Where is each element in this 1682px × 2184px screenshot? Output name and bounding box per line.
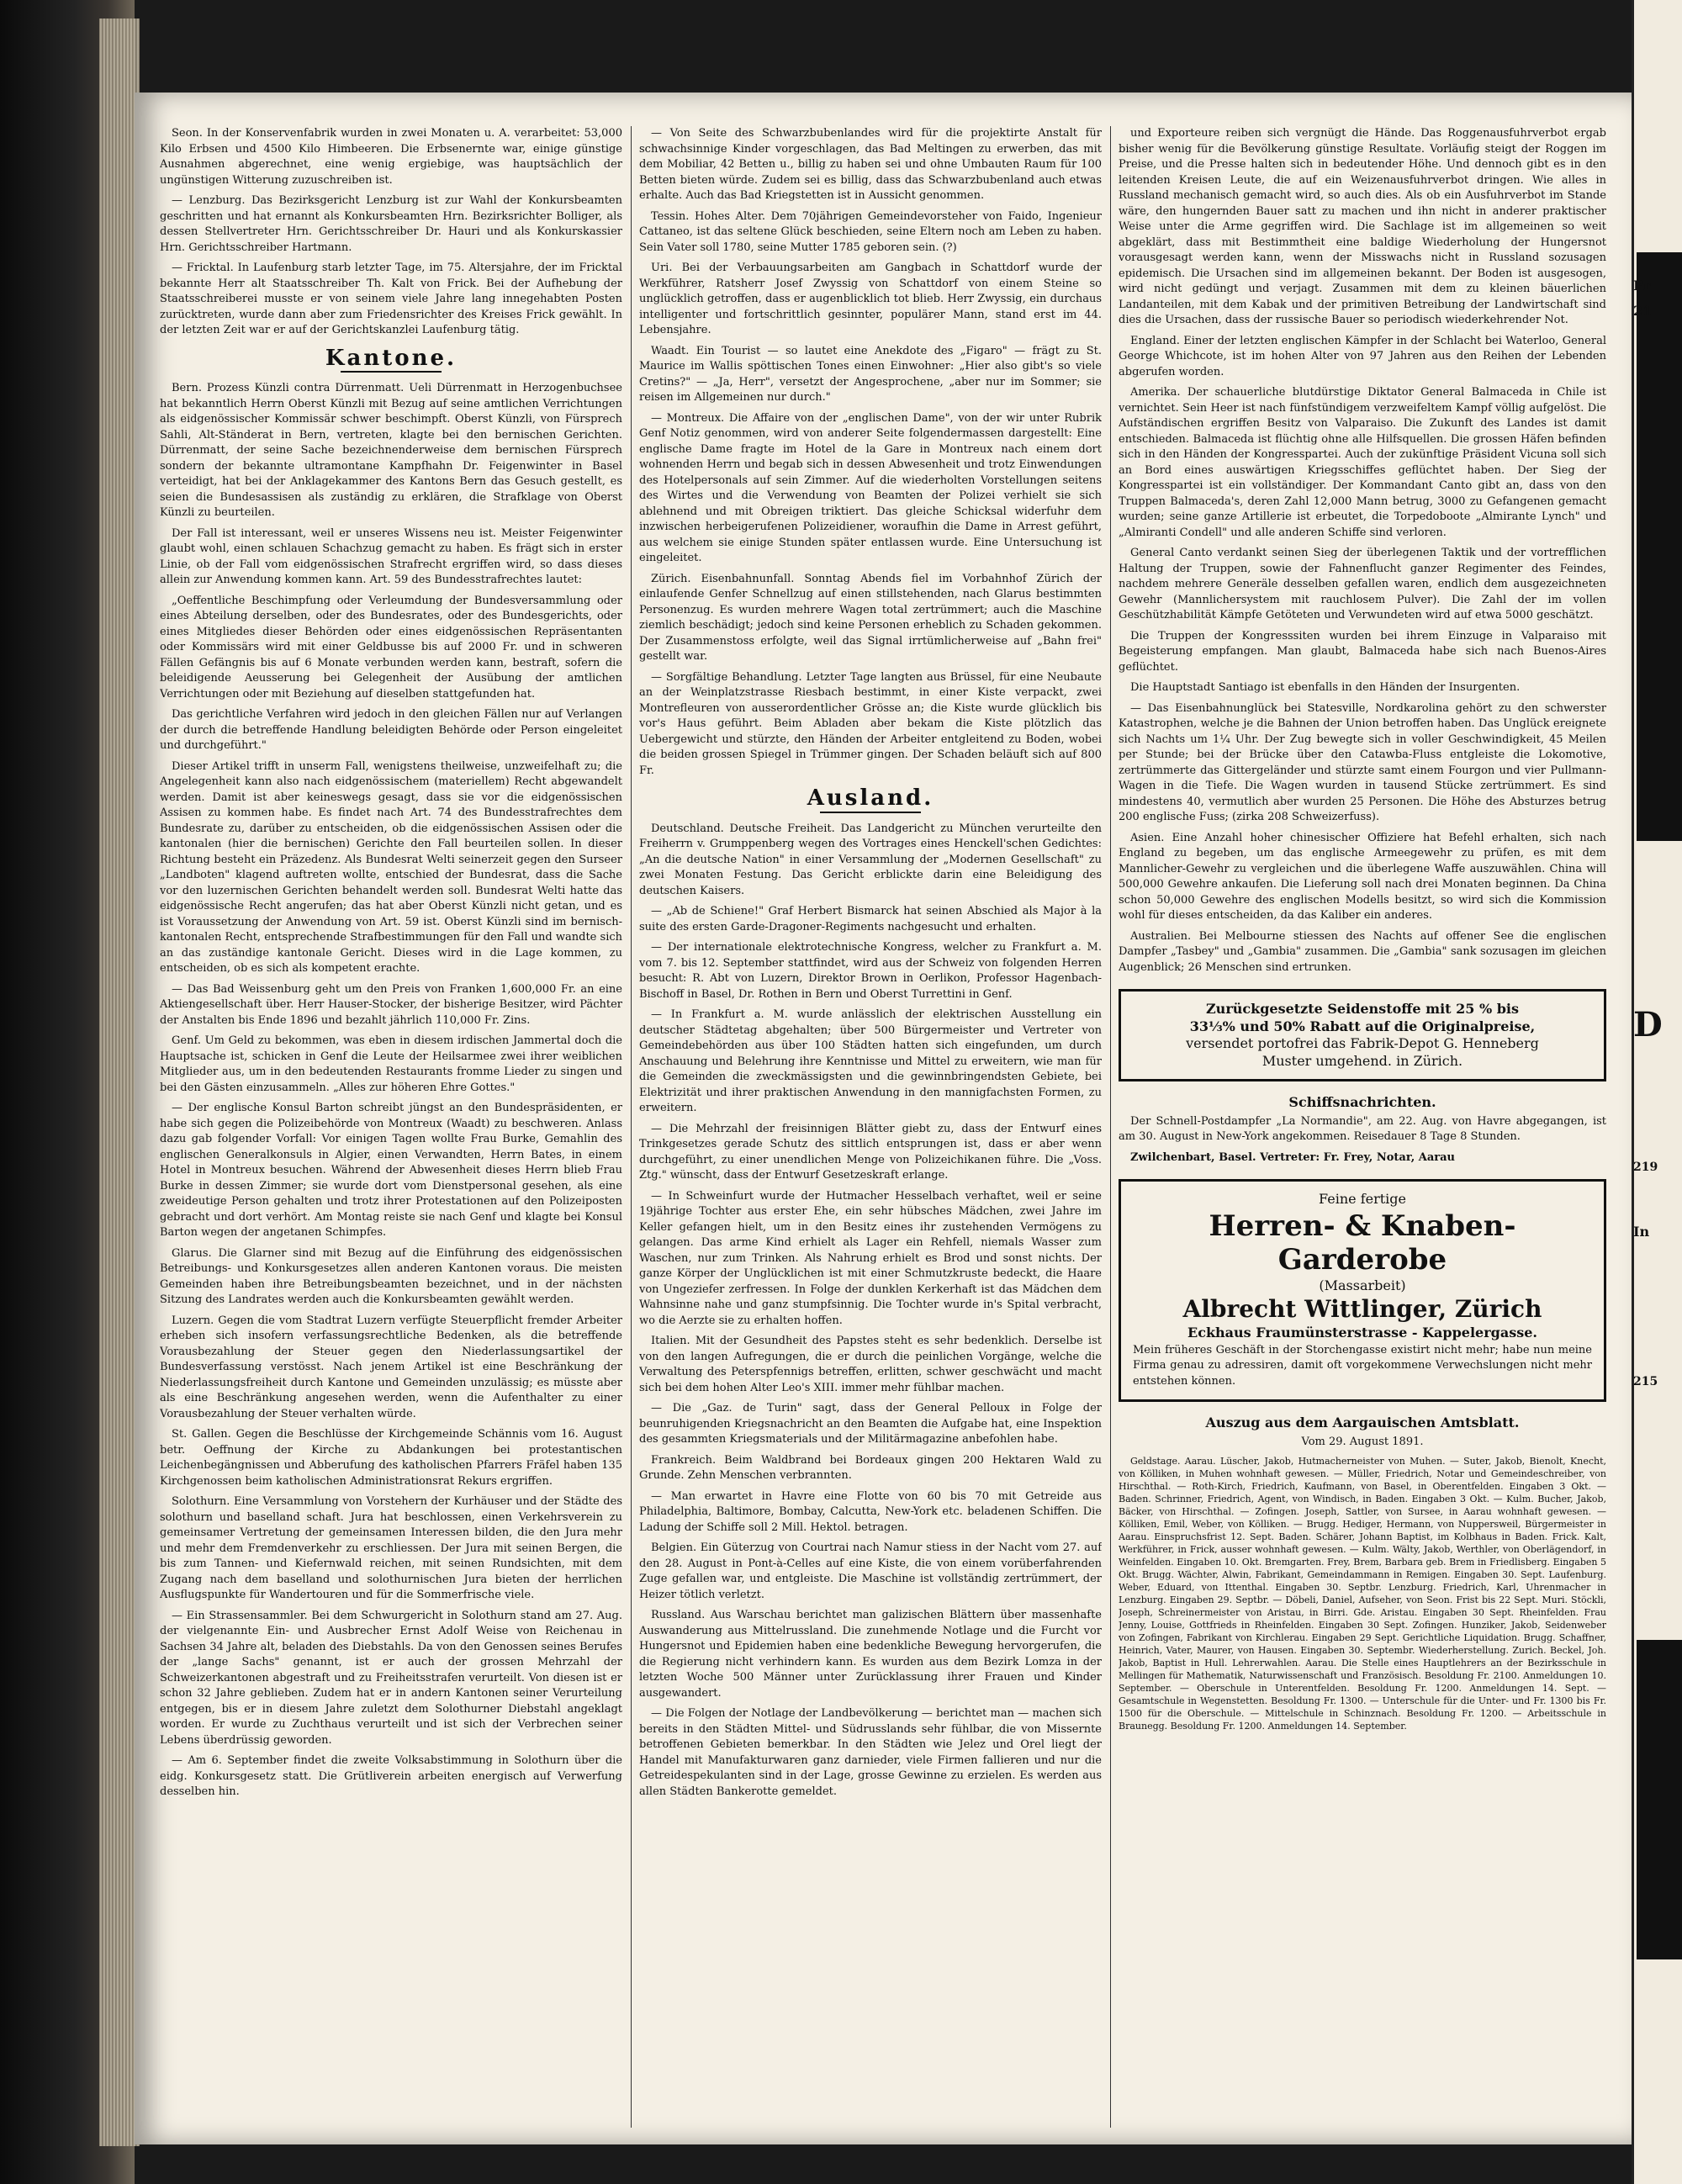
shipping-heading: Schiffsnachrichten.: [1288, 1094, 1436, 1110]
article-glarus: Glarus. Die Glarner sind mit Bezug auf die Einführung des eidgenössischen Betreibungs- und Konkursgesetzes allen anderen Kantonen voraus. Die meisten Gemeinden haben ihre Betreibungsbeamten bezeichnet, und in der nächsten Sitzung des Landrates werden auch die Konkursbeamten gewählt werden.: [160, 1246, 622, 1306]
article-amerika-2: General Canto verdankt seinen Sieg der überlegenen Taktik und der vortrefflichen Haltung der Truppen, sowie der Fahnenflucht ganzer Regimenter des Feindes, nachdem mehrere Generäle desselben gefallen waren, endlich dem ausgezeichneten Gewehr (Mannlichersystem mit rauchlosem Pulver). Die Zahl der im vollen Geschützhabilität Kämpfe Getöteten und Verwundeten wird auf etwa 5000 geschätzt.: [1119, 547, 1606, 621]
article-eisenbahnunglueck: — Das Eisenbahnunglück bei Statesville, Nordkarolina gehört zu den schwerster Katastrophen, welche je die Bahnen der Union betroffen haben. Das Unglück ereignete sich Nachts um 1¼ Uhr. Der Zug bewegte sich in voller Geschwindigkeit, 45 Meilen per Stunde; bei der Brücke über den Catawba-Fluss entgleiste die Lokomotive, zertrümmerte das Gittergeländer und stürzte samt einem Fourgon und vier Pullmann-Wagen in die Tiefe. Die Wagen wurden in tausend Stücke zertrümmert. Es sind mindestens 40, vermutlich aber wurden 25 Personen. Die Höhe des Absturzes betrug 200 englische Fuss; (zirka 208 Schweizerfuss).: [1119, 701, 1606, 823]
article-bismarck: — „Ab de Schiene!" Graf Herbert Bismarck hat seinen Abschied als Major à la suite des ersten Garde-Dragoner-Regiments nachgesucht und erhalten.: [639, 905, 1102, 933]
ad-line: Feine fertige: [1319, 1191, 1406, 1207]
article-schweinfurt: — In Schweinfurt wurde der Hutmacher Hesselbach verhaftet, weil er seine 19jährige Tochter aus erster Ehe, ein sehr hübsches Mädchen, zwei Jahre im Keller gefangen hielt, um in den Besitz eines ihr zustehenden Vermögens zu gelangen. Das arme Kind erhielt als Lager ein Rehfell, niemals Wasser zum Waschen, nur zum Trinken. Als Nahrung erhielt es Brod und sonst nichts. Der ganze Körper der Unglücklichen ist mit einer Schmutzkruste bedeckt, die Haare von Ungeziefer zerfressen. In Folge der dunklen Kerkerhaft ist das Mädchen dem Wahnsinne nahe und ganz stumpfsinnig. Die Tochter wurde in's Spital verbracht, wo die Aerzte sie zu erhalten hoffen.: [639, 1189, 1102, 1327]
section-heading-kantone: [160, 345, 622, 373]
article-frankfurt: — In Frankfurt a. M. wurde anlässlich der elektrischen Ausstellung ein deutscher Städtetag abgehalten; über 500 Bürgermeister und Vertreter von Gemeindebehörden aus über 100 Städten hatten sich eingefunden, um durch Anschauung und Belehrung ihre Kenntnisse und Mittel zu erweitern, wie man für die Gemeinden die zweckmässigsten und die gewinnbringendsten Gebiete, bei Elektrizität und ihrer praktischen Anwendung in den mannigfachsten Formen, zu erweitern.: [639, 1008, 1102, 1114]
article-fricktal: — Fricktal. In Laufenburg starb letzter Tage, im 75. Altersjahre, der im Fricktal bekannte Herr alt Staatsschreiber Th. Kalt von Frick. Bei der Aufhebung der Staatsschreiberei musste er von seinem viele Jahre lang innegehabten Posten zurücktreten, wurde dann aber zum Friedensrichter des Kreises Frick gewählt. In der letzten Zeit war er auf der Gerichtskanzlei Laufenburg tätig.: [160, 262, 622, 336]
adjacent-page-ink: [1637, 1640, 1682, 1959]
article-tessin: Tessin. Hohes Alter. Dem 70jährigen Gemeindevorsteher von Faido, Ingenieur Cattaneo, ist das seltene Glück beschieden, seine Eltern noch am Leben zu haben. Sein Vater soll 1780, seine Mutter 1785 geboren sein. (?): [639, 209, 1102, 254]
advert-garderobe: [1119, 1179, 1606, 1402]
shipping-text: Der Schnell-Postdampfer „La Normandie", am 22. Aug. von Havre abgegangen, ist am 30. August in New-York angekommen. Reisedauer 8 Tage 8 Stunden.: [1119, 1114, 1606, 1143]
article-uri: Uri. Bei der Verbauungsarbeiten am Gangbach in Schattdorf wurde der Werkführer, Ratsherr Josef Zwyssig von Schattdorf von einem Steine so unglücklich getroffen, dass er augenblicklich tot blieb. Herr Zwyssig, ein durchaus intelligenter und fortschrittlich gesinnter, populärer Mann, stand erst im 44. Lebensjahre.: [639, 262, 1102, 336]
article-solothurn-2: — Ein Strassensammler. Bei dem Schwurgericht in Solothurn stand am 27. Aug. der vielgenannte Ein- und Ausbrecher Ernst Adolf Weise von Reichenau in Sachsen 34 Jahre alt, beladen des Diebstahls. Da von den Genossen seines Berufes der „lange Sachs" genannt, ist er auch der grossen Mehrzahl der Schweizerkantonen abgestraft und zu Freiheitsstrafen verurteilt. Von diesen ist er schon 32 Jahre geblieben. Zudem hat er in andern Kantonen seiner Verurteilung entgegen, bis er in diesem Jahre zuletzt dem Solothurner Diebstahl angeklagt worden. Er wurde zu Zuchthaus verurteilt und ist sich der Verbrechen seiner Lebens überdrüssig geworden.: [160, 1609, 622, 1747]
article-amerika: Amerika. Der schauerliche blutdürstige Diktator General Balmaceda in Chile ist vernichtet. Sein Heer ist nach fünfstündigem verzweifeltem Kampf völlig aufgelöst. Die Aufständischen ergriffen Besitz von Valparaiso. Die Zukunft des Landes ist damit entschieden. Balmaceda ist flüchtig ohne alle Hilfsquellen. Die grossen Häfen befinden sich in den Händen der Kongresspartei. Auch der zukünftige Präsident Vicuna soll sich an Bord eines auswärtigen Kriegsschiffes geflüchtet haben. Der Sieg der Kongresspartei ist ein vollständiger. Der Kommandant Canto gibt an, dass von den Truppen Balmaceda's, deren Zahl 12,000 Mann betrug, 3000 zu Gefangenen gemacht wurden; seine ganze Artillerie ist erbeutet, die Torpedoboote „Almirante Lynch" und „Almiranti Condell" und alle anderen Schiffe sind verloren.: [1119, 386, 1606, 539]
ad-title: Herren- & Knaben-Garderobe: [1209, 1208, 1516, 1277]
article-amerika-4: Die Hauptstadt Santiago ist ebenfalls in den Händen der Insurgenten.: [1130, 681, 1521, 694]
article-russland-cont: und Exporteure reiben sich vergnügt die Hände. Das Roggenausfuhrverbot ergab bisher wenig für die Bevölkerung günstige Resultate. Vorläufig steigt der Roggen im Preise, und die Presse halten sich in bedeutender Höhe. Und dennoch gibt es in den leitenden Kreisen Leute, die auf ein Weizenausfuhrverbot dringen. Wie alles in Russland mechanisch gemacht wird, so auch dies. Als ob ein Ausfuhrverbot im Stande wäre, den hungernden Bauer satt zu machen und ihn nicht in anderer praktischer Weise unter die Arme gegriffen wird. Die Sachlage ist im allgemeinen so weit abgeklärt, dass mit Bestimmtheit eine baldige Wiederholung der Hungersnot vorausgesagt werden kann, wenn der Misswachs nicht in Russland sozusagen epidemisch. Die Ursachen sind im allgemeinen bekannt. Der Boden ist ausgesogen, wird nicht gedüngt und verjagt. Zusammen mit dem zu kleinen bäuerlichen Landanteilen, mit dem Kabak und der primitiven Betreibung der Landwirtschaft sind dies die Ursachen, dass der russische Bauer so periodisch wiederkehrender Not.: [1119, 127, 1606, 326]
article-russland: Russland. Aus Warschau berichtet man galizischen Blättern über massenhafte Auswanderung aus Mittelrussland. Die zunehmende Notlage und die Furcht vor Hungersnot und Epidemien haben eine bedenkliche Bewegung hervorgerufen, die die Regierung nicht verhindern kann. Es wurden aus dem Bezirk Lomza in der letzten Woche 500 Männer unter Zurücklassung ihrer Frauen und Kinder ausgewandert.: [639, 1609, 1102, 1700]
article-russland-2: — Die Folgen der Notlage der Landbevölkerung — berichtet man — machen sich bereits in den Städten Mittel- und Südrusslands sehr fühlbar, die von Missernte betroffenen Gebieten bemerkbar. In den Städten wie Jelez und Orel liegt der Handel mit Manufakturwaren ganz darnieder, viele Firmen fallieren und nur die Getreidespekulanten sind in der Lage, grosse Gewinne zu erzielen. Es werden aus allen Städten Bankerotte gemeldet.: [639, 1707, 1102, 1798]
adjacent-page-fragment: 21: [1633, 303, 1653, 319]
ad-notice: Mein früheres Geschäft in der Storchengasse existirt nicht mehr; habe nun meine Firma genau zu adressiren, damit oft vorgekommene Verwechslungen nicht mehr entstehen können.: [1133, 1343, 1592, 1388]
heading-rule: [820, 812, 921, 813]
ad-line: (Massarbeit): [1319, 1277, 1406, 1293]
shipping-agent: Zwilchenbart, Basel. Vertreter: Fr. Frey, Notar, Aarau: [1130, 1150, 1456, 1164]
article-asien: Asien. Eine Anzahl hoher chinesischer Offiziere hat Befehl erhalten, sich nach England zu begeben, um das englische Armeegewehr zu prüfen, es mit dem Mannlicher-Gewehr zu vergleichen und die überlegene Waffe auszuwählen. China will 500,000 Gewehre ankaufen. Die Lieferung soll nach drei Monaten beginnen. Da China schon 50,000 Gewehre des englischen Modells besitzt, so wird sich die Kommission wohl für dieses entscheiden, da das Kaliber ein anderes.: [1119, 831, 1606, 922]
article-zuerich-2: — Sorgfältige Behandlung. Letzter Tage langten aus Brüssel, für eine Neubaute an der Weinplatzstrasse Riesbach bestimmt, in einer Kiste verpackt, zwei Montrefleuren von ausserordentlicher Grösse an; die Kiste wurde glücklich bis vor's Haus geführt. Beim Abladen aber bekam die Kiste plötzlich das Uebergewicht und stürzte, den Händen der Arbeiter entgleitend zu Boden, wobei die beiden grossen Spiegel in Trümmer gingen. Der Schaden beläuft sich auf 800 Fr.: [639, 670, 1102, 777]
article-genf-2: — Der englische Konsul Barton schreibt jüngst an den Bundespräsidenten, er habe sich gegen die Polizeibehörde von Montreux (Waadt) zu beschweren. Anlass dazu gab folgender Vorfall: Vor einigen Tagen wollte Frau Burke, Gemahlin des englischen Generalkonsuls in Algier, einen Verwandten, Herrn Bates, in einem Hotel in Montreux besuchen. Während der Abwesenheit dieses Herrn blieb Frau Burke in dessen Zimmer; sie wurde dort vom Dienstpersonal gesehen, als eine zweideutige Person gehalten und trotz ihrer Protestationen auf den Polizeiposten gebracht und dort verhört. Am Montag reiste sie nach Genf und klagte bei Konsul Barton wegen der angetanen Schimpfes.: [160, 1102, 622, 1239]
article-frankreich: Frankreich. Beim Waldbrand bei Bordeaux gingen 200 Hektaren Wald zu Grunde. Zehn Menschen verbrannten.: [639, 1453, 1102, 1482]
article-trinkgesetz: — Die Mehrzahl der freisinnigen Blätter giebt zu, dass der Entwurf eines Trinkgesetzes gerade Schutz des sittlich entsprungen ist, dass er aber wenn durchgeführt, zu einer unendlichen Menge von Polizeichikanen führe. Die „Voss. Ztg." wünscht, dass der Entwurf Gesetzeskraft erlange.: [639, 1122, 1102, 1182]
ad-line: versendet portofrei das Fabrik-Depot G. Henneberg: [1186, 1035, 1539, 1051]
article-lenzburg: — Lenzburg. Das Bezirksgericht Lenzburg ist zur Wahl der Konkursbeamten geschritten und hat ernannt als Konkursbeamten Hrn. Bezirksrichter Bolliger, als dessen Stellvertreter Hrn. Gerichtsschreiber Dr. Hauri und als Konkurskassier Hrn. Gerichtsschreiber Hartmann.: [160, 194, 622, 254]
ad-line: Zurückgesetzte Seidenstoffe mit 25 % bis: [1206, 1001, 1519, 1017]
article-montreux: — Montreux. Die Affaire von der „englischen Dame", von der wir unter Rubrik Genf Notiz genommen, wird von anderer Seite folgendermassen dargestellt: Eine englische Dame fragte im Hotel de la Gare in Montreux nach einem dort wohnenden Herrn und begab sich in dessen Abwesenheit und trotz Einwendungen des Hotelpersonals auf sein Zimmer. Auf die wiederholten Vorstellungen seitens des Wirtes und die Verwendung von Beamten der Polizei verhielt sie sich ablehnend und mit Obreigen triktiert. Das gleiche Schicksal widerfuhr dem inzwischen herbeigerufenen Polizeidiener, woraufhin die Dame in Arrest geführt, aus welchem sie einige Stunden später entlassen wurde. Eine Untersuchung ist eingeleitet.: [639, 411, 1102, 564]
article-waadt: Waadt. Ein Tourist — so lautet eine Anekdote des „Figaro" — frägt zu St. Maurice im Wallis spöttischen Tones einen Einwohner: „Hier also gibt's so viele Cretins?" — „Ja, Herr", versetzt der Angesprochene, „aber nur im Sommer; sie reisen im Allgemeinen nur durch.": [639, 344, 1102, 404]
section-heading-text: Ausland.: [807, 785, 934, 811]
article-bern-2: Der Fall ist interessant, weil er unseres Wissens neu ist. Meister Feigenwinter glaubt wohl, einen schlauen Schachzug gemacht zu haben. Es frägt sich in erster Linie, ob der Fall vom eidgenössischen Strafrecht ergriffen wird, so dass dieses allein zur Anwendung kommen kann. Art. 59 des Bundesstrafrechtes lautet:: [160, 526, 622, 586]
advert-seidenstoffe: [1119, 989, 1606, 1081]
article-schwarzbubenland: — Von Seite des Schwarzbubenlandes wird für die projektirte Anstalt für schwachsinnige Kinder vorgeschlagen, das Bad Meltingen zu erwerben, das mit dem Mobiliar, 42 Betten u., billig zu haben sei und ohne Umbauten Raum für 100 Betten bieten würde. Zudem sei es billig, dass das Schwarzbubenland auch etwas erhalte. Auch das Bad Kriegstetten ist in Aussicht genommen.: [639, 127, 1102, 202]
article-england: England. Einer der letzten englischen Kämpfer in der Schlacht bei Waterloo, General George Whichcote, ist im hohen Alter von 97 Jahren aus den Reihen der Lebenden abgerufen worden.: [1119, 334, 1606, 378]
article-solothurn: Solothurn. Eine Versammlung von Vorstehern der Kurhäuser und der Städte des solothurn und baselland schaft. Jura hat beschlossen, einen Verkehrsverein zu gemeinsamer Vertretung der gemeinsamen Interessen bilden, die den Jura mehr und mehr dem Fremdenverkehr zu erschliessen. Der Jura mit seinen Bergen, die bis zum Tannen- und Kiefernwald reichen, mit seinen Rundsichten, mit dem Zugang nach dem baselland und solothurnischen Jura bieten der herrlichen Ausflugspunkte für Wandertouren und für die Sommerfrische viele.: [160, 1495, 622, 1601]
article-bern-3: Dieser Artikel trifft in unserm Fall, wenigstens theilweise, unzweifelhaft zu; die Angelegenheit kann also nach eidgenössischem (materiellem) Recht abgewandelt werden. Damit ist aber keineswegs gesagt, dass sie vor die eidgenössischen Assisen zu kommen habe. Es findet nach Art. 74 des Bundesstrafrechtes dem Bundesrate zu, darüber zu entscheiden, ob die eidgenössischen Assisen oder die kantonalen (hier die bernischen) Gerichte den Fall beurteilen sollen. In dieser Richtung besteht ein Präzedenz. Als Bundesrat Welti seinerzeit gegen den Surseer „Landboten" klagend auftreten wollte, entschied der Bundesrat, dass die Sache vor den luzernischen Gerichten behandelt werden soll. Bundesrat Welti hatte das eidgenössische Recht angerufen; das hat aber Oberst Künzli nicht getan, und es ist Voraussetzung der Anwendung von Art. 59 ist. Oberst Künzli sind im bernisch-kantonalen Recht, entsprechende Strafbestimmungen für den Fall und wandte sich an das zuständige kantonale Gericht. Dieses wird in die Lage kommen, zu entscheiden, ob es sich als kompetent erachte.: [160, 759, 622, 975]
article-bern-quote: „Oeffentliche Beschimpfung oder Verleumdung der Bundesversammlung oder eines Abteilung derselben, oder des Bundesrates, oder des Bundesgerichts, oder eines Mitgliedes dieser Behörden oder eines eidgenössischen Repräsentanten oder Kommissärs wird mit einer Geldbusse bis auf 2000 Fr. und in schweren Fällen Gefängnis bis auf 6 Monate verbunden werden kann, bestraft, sofern die beleidigende Aeusserung bei Gelegenheit der Ausübung der amtlichen Verrichtungen oder mit Beziehung auf dieselben stattgefunden hat.: [160, 594, 622, 701]
article-luzern: Luzern. Gegen die vom Stadtrat Luzern verfügte Steuerpflicht fremder Arbeiter erheben sich insofern verfassungsrechtliche Bedenken, als die betreffende Vorausbezahlung der Steuer gegen den Niederlassungsartikel der Bundesverfassung verstösst. Nach jenem Artikel ist eine Beschränkung der Niederlassungsfreiheit durch Kantone und Gemeinden unzulässig; es müsste aber als eine Beschränkung angesehen werden, wenn die Aufenthalter zu einer Vorausbezahlung der Steuer verhalten würde.: [160, 1314, 622, 1420]
article-bern-quote-2: Das gerichtliche Verfahren wird jedoch in den gleichen Fällen nur auf Verlangen der durch die betreffende Handlung beleidigten Behörde oder Person eingeleitet und durchgeführt.": [160, 708, 622, 752]
adjacent-page-fragment: In: [1633, 1224, 1650, 1240]
article-australien: Australien. Bei Melbourne stiessen des Nachts auf offener See die englischen Dampfer „Tasbey" und „Gambia" zusammen. Die „Gambia" sank sozusagen im gleichen Augenblick; 26 Menschen sind ertrunken.: [1119, 929, 1606, 974]
article-solothurn-3: — Am 6. September findet die zweite Volksabstimmung in Solothurn über die eidg. Konkursgesetz statt. Die Grütliverein arbeiten energisch auf Verwerfung desselben hin.: [160, 1754, 622, 1798]
adjacent-page-fragment: 215: [1633, 1375, 1658, 1388]
column-rule: [631, 126, 632, 2128]
amtsblatt-text: Geldstage. Aarau. Lüscher, Jakob, Hutmacherneister von Muhen. — Suter, Jakob, Bienolt, Knecht, von Kölliken, in Muhen wohnhaft gewesen. — Müller, Friedrich, Notar und Gemeindeschreiber, von Hirschthal. — Roth-Kirch, Friedrich, Kaufmann, von Basel, in Oberentfelden. Eingaben 3 Okt. — Baden. Schrinner, Friedrich, Agent, von Windisch, in Baden. Eingaben 3 Okt. — Kulm. Bucher, Jakob, Bäcker, von Hirschthal. — Zofingen. Joseph, Sattler, von Sursee, in Aarau wohnhaft gewesen. — Kölliken, Emil, Weber, von Kölliken. — Brugg. Hediger, Hermann, von Nuppersweil, Bürgermeister in Aarau. Einspruchsfrist 12. Sept. Baden. Schärer, Johann Baptist, im Kolbhaus in Baden. Frick. Kalt, Werkführer, in Frick, ausser wohnhaft gewesen. — Kulm. Wälty, Jakob, Werthler, von Oberlägendorf, in Weinfelden. Eingaben 10. Okt. Bremgarten. Frey, Brem, Barbara geb. Brem in Friedlisberg. Eingaben 5 Okt. Brugg. Wächter, Alwin, Fabrikant, Gemeindammann in Remigen. Eingaben 30. Sept. Laufenburg. Weber, Eduard, von Ittenthal. Eingaben 30. Septbr. Lenzburg. Friedrich, Karl, Uhrenmacher in Lenzburg. Eingaben 29. Septbr. — Döbeli, Daniel, Aufseher, von Seon. Frist bis 22 Sept. Muri. Stöckli, Joseph, Schreinermeister von Aristau, in Birri. Gde. Aristau. Eingaben 30 Sept. Rheinfelden. Frau Jenny, Louise, Gottfrieds in Rheinfelden. Eingaben 30 Sept. Zofingen. Hunziker, Jakob, Seidenweber von Zofingen, Fabrikant von Kirchlerau. Eingaben 29 Sept. Gerichtliche Liquidation. Brugg. Schaffner, Heinrich, Vater, Maurer, von Hausen. Eingaben 30. Septembr. Wiederherstellung. Zurich. Beckel, Joh. Jakob, Baptist in Hull. Lehrerwahlen. Aarau. Die Stelle eines Hauptlehrers an der Bezirksschule in Mellingen für Mathematik, Naturwissenschaft und Französisch. Besoldung Fr. 2100. Anmeldungen 10. September. — Oberschule in Unterentfelden. Besoldung Fr. 1200. Anmeldungen 14. Sept. — Gesamtschule in Wegenstetten. Besoldung Fr. 1300. — Unterschule für die Unter- und Fr. 1300 bis Fr. 1500 für die Oberschule. — Mittelschule in Schinznach. Besoldung Fr. 1200. — Arbeitsschule in Braunegg. Besoldung Fr. 1200. Anmeldungen 14. September.: [1119, 1456, 1606, 1732]
article-turin: — Die „Gaz. de Turin" sagt, dass der General Pelloux in Folge der beunruhigenden Kriegsnachricht an den Beamten die Aufgabe hat, eine Inspektion des gesammten Kriegsmaterials und der Militärmagazine anbefohlen habe.: [639, 1402, 1102, 1446]
column-rule: [1110, 126, 1111, 2128]
heading-rule: [341, 371, 442, 373]
section-heading-text: Kantone.: [325, 345, 458, 371]
section-heading-ausland: [639, 785, 1102, 813]
column-3: [1119, 126, 1606, 2128]
adjacent-page-ink: [1637, 252, 1682, 841]
article-seon: Seon. In der Konservenfabrik wurden in zwei Monaten u. A. verarbeitet: 53,000 Kilo Erbsen und 4500 Kilo Himbeeren. Die Erbsenernte war, einige günstige Ausnahmen abgerechnet, eine wenig ergiebige, was hauptsächlich der ungünstigen Witterung zuzuschreiben ist.: [160, 127, 622, 187]
newspaper-page: [135, 93, 1632, 2144]
ad-line: 33⅓% und 50% Rabatt auf die Originalpreise,: [1189, 1018, 1536, 1034]
amtsblatt-date: Vom 29. August 1891.: [1301, 1435, 1424, 1448]
article-deutschland: Deutschland. Deutsche Freiheit. Das Landgericht zu München verurteilte den Freiherrn v. Grumppenberg wegen des Vortrages eines Henckell'schen Gedichtes: „An die deutsche Nation" in einer Versammlung der „Modernen Gesellschaft" zu zwei Monaten Festung. Das Gericht erblickte darin eine Beleidigung des deutschen Kaisers.: [639, 822, 1102, 897]
ad-firm: Albrecht Wittlinger, Zürich: [1182, 1295, 1542, 1323]
article-genf: Genf. Um Geld zu bekommen, was eben in diesem irdischen Jammertal doch die Hauptsache ist, schicken in Genf die Leute der Heilsarmee zwei ihrer weiblichen Mitglieder aus, um in den bedeutenden Restaurants fromme Lieder zu singen und bei den Gästen einzusammeln. „Alles zur höheren Ehre Gottes.": [160, 1034, 622, 1094]
ad-address: Eckhaus Fraumünsterstrasse - Kappelergasse.: [1187, 1325, 1537, 1341]
adjacent-page-fragment: D: [1633, 1005, 1663, 1044]
article-bern: Bern. Prozess Künzli contra Dürrenmatt. Ueli Dürrenmatt in Herzogenbuchsee hat bekanntlich Herrn Oberst Künzli mit Bezug auf seine amtlichen Verrichtungen als eidgenössischer Kommissär schwer beschimpft. Oberst Künzli, von Fürsprech Sahli, Alt-Ständerat in Bern, vertreten, klagte bei den bernischen Gerichten. Dürrenmatt, der seine Sache bezeichnenderweise dem bernischen Fürsprech sondern der bekannte ultramontane Kampfhahn Dr. Feigenwinter in Basel verteidigt, hat bei der Anklagekammer des Kantons Bern das Gesuch gestellt, es seien die Bundesassisen als zuständig zu erklären, die Strafklage von Oberst Künzli zu beurteilen.: [160, 382, 622, 519]
ad-line: Muster umgehend. in Zürich.: [1262, 1052, 1463, 1069]
amtsblatt-heading: Auszug aus dem Aargauischen Amtsblatt.: [1205, 1415, 1520, 1430]
column-2: [639, 126, 1102, 2128]
page-edges: [99, 19, 140, 2146]
article-amerika-3: Die Truppen der Kongresssiten wurden bei ihrem Einzuge in Valparaiso mit Begeisterung empfangen. Man glaubt, Balmaceda habe sich nach Buenos-Aires geflüchtet.: [1119, 629, 1606, 674]
adjacent-page-fragment: Pr: [1633, 278, 1651, 293]
article-zuerich: Zürich. Eisenbahnunfall. Sonntag Abends fiel im Vorbahnhof Zürich der einlaufende Genfer Schnellzug auf einen stillstehenden, nach Glarus bestimmten Personenzug. Es wurden mehrere Wagen total zertrümmert; auch die Maschine ziemlich beschädigt; jedoch sind keine Personen erheblich zu Schaden gekommen. Der Zusammenstoss erfolgte, weil das Signal irrtümlicherweise auf „Bahn frei" gestellt war.: [639, 572, 1102, 663]
article-italien: Italien. Mit der Gesundheit des Papstes steht es sehr bedenklich. Derselbe ist von den langen Aufregungen, die er durch die peinlichen Vorgänge, welche die Verwaltung des Peterspfennigs betreffen, erlitten, schwer geschwächt und macht sich bei dem hohen Alter Leo's XIII. immer mehr fühlbar machen.: [639, 1335, 1102, 1394]
article-belgien: Belgien. Ein Güterzug von Courtrai nach Namur stiess in der Nacht vom 27. auf den 28. August in Pont-à-Celles auf eine Kiste, die von einem vorüberfahrenden Zuge gefallen war, und entgleiste. Die Maschine ist vollständig zertrümmert, der Heizer tötlich verletzt.: [639, 1541, 1102, 1601]
article-weissenburg: — Das Bad Weissenburg geht um den Preis von Franken 1,600,000 Fr. an eine Aktiengesellschaft über. Herr Hauser-Stocker, der bisherige Besitzer, wird Pächter der Anstalten bis Ende 1896 und bezahlt jährlich 110,000 Fr. Zins.: [160, 982, 622, 1027]
article-kongress: — Der internationale elektrotechnische Kongress, welcher zu Frankfurt a. M. vom 7. bis 12. September stattfindet, wird aus der Schweiz von folgenden Herren besucht: R. Abt von Luzern, Direktor Brown in Oerlikon, Professor Hagenbach-Bischoff in Basel, Dr. Rothen in Bern und Oberst Turrettini in Genf.: [639, 941, 1102, 1001]
adjacent-page-fragment: 219: [1633, 1161, 1658, 1174]
column-1: [160, 126, 622, 2128]
article-st-gallen: St. Gallen. Gegen die Beschlüsse der Kirchgemeinde Schännis vom 16. August betr. Oeffnung der Kirche zu Abdankungen bei protestantischen Leichenbegängnissen und Abberufung des katholischen Pfarrers Fräfel haben 135 Kirchgenossen beim katholischen Administrationsrat Rekurs ergriffen.: [160, 1428, 622, 1488]
article-havre: — Man erwartet in Havre eine Flotte von 60 bis 70 mit Getreide aus Philadelphia, Baltimore, Bombay, Calcutta, New-York etc. beladenen Schiffen. Die Ladung der Schiffe soll 2 Mill. Hektol. betragen.: [639, 1489, 1102, 1534]
